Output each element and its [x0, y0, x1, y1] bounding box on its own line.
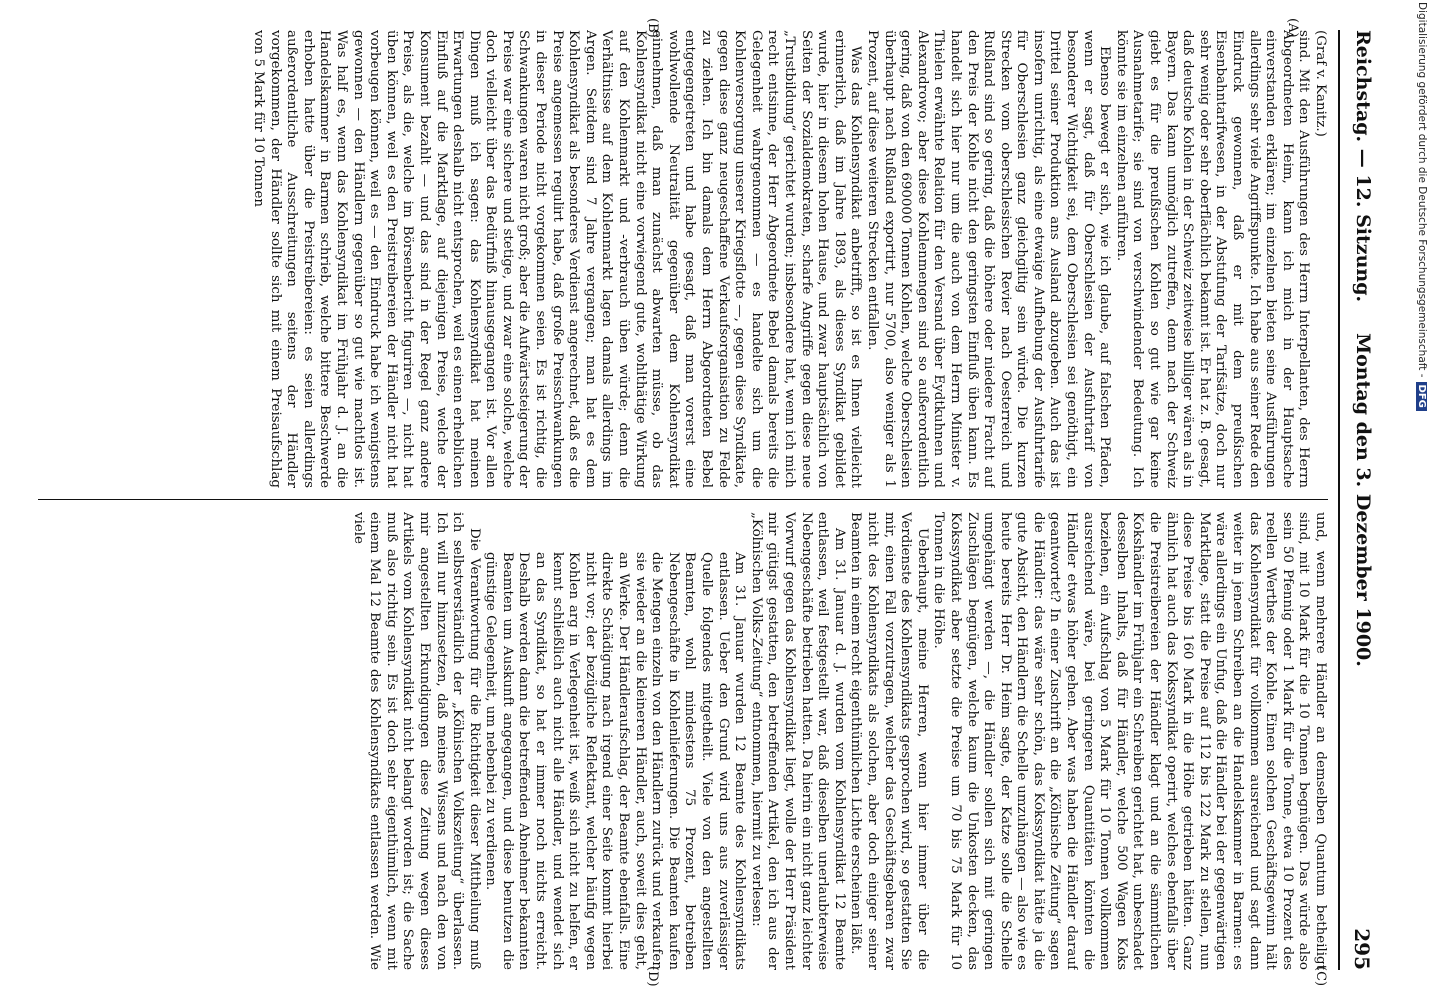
- right-column-paragraph: Am 31. Januar d. J. wurden vom Kohlensyndikat 12 Beamte entlassen, weil festgestellt war, daß dieselben unerlaubterweise Nebengeschäfte betrieben hatten. Da hierin ein nicht ganz leichter Vorwurf gegen das Kohlensyndikat liegt, wolle der Herr Präsident mir gütigst gestatten, den betreffenden Artikel, den ich aus der „Kölnischen Volks-Zeitung“ entnommen, hiermit zu verlesen:: [748, 512, 847, 970]
- right-column-paragraph: Ueberhaupt, meine Herren, wenn hier immer über die Verdienste des Kohlensyndikats gesprochen wird, so gestatten Sie mir, einen Fall vorzutragen, welcher das Geschäftsgebaren zwar nicht des Kohlensyndikats als solchen, aber doch einiger seiner Beamten in einem recht eigenthümlichen Lichte erscheinen läßt.: [848, 512, 930, 970]
- right-column-paragraph: Die Verantwortung für die Richtigkeit dieser Mittheilung muß ich selbstverständlich der „Kölnischen Volkszeitung“ überlassen. Ich will nur hinzusetzen, daß meines Wissens und nach den von mir angestellten Erkundigungen diese Zeitung wegen dieses Artikels vom Kohlensyndikat nicht belangt worden ist; die Sache muß also richtig sein. Es ist doch sehr eigenthümlich, wenn mit einem Mal 12 Beamte des Kohlensyndikats entlassen werden. Wie viele: [350, 512, 482, 970]
- margin-marker-c: (C): [1313, 966, 1328, 987]
- margin-marker-d: (D): [645, 966, 660, 987]
- margin-marker-b: (B): [645, 18, 660, 38]
- document-page: [20, 18, 1380, 987]
- left-column-paragraph: Was das Kohlensyndikat anbetrifft, so ist es Ihnen vielleicht erinnerlich, daß im Jahre 1893, als dieses Syndikat gebildet wurde, hier in diesem hohen Hause, und zwar hauptsächlich von Seiten der Sozialdemokraten, scharfe Angriffe gegen diese neue „Trustbildung“ gerichtet wurden; insbesondere hat, wenn ich mich recht entsinne, der Herr Abgeordnete Bebel damals bereits die Gelegenheit wahrgenommen — es handelte sich um die Kohlenversorgung unserer Kriegsflotte —, gegen diese Syndikate, gegen diese ganz neugeschaffene Verkaufsorganisation zu Felde zu ziehen. Ich bin damals dem Herrn Abgeordneten Bebel entgegengetreten und habe gesagt, daß man vorerst eine wohlwollende Neutralität gegenüber dem Kohlensyndikat einnehmen, daß man zunächst abwarten müsse, ob das Kohlensyndikat nicht eine vorwiegend gute, wohlthätige Wirkung auf den Kohlenmarkt und -verbrauch üben würde; denn die Verhältnisse auf dem Kohlenmarkt lagen damals allerdings im Argen. Seitdem sind 7 Jahre vergangen; man hat es dem Kohlensyndikat als besonderes Verdienst angerechnet, daß es die Preise angemessen regulirt habe, daß große Preisschwankungen in dieser Periode nicht vorgekommen seien. Es ist richtig, die Schwankungen waren nicht groß; aber die Aufwärtssteigerung der Preise war eine sichere und stetige, und zwar eine solche, welche doch vielleicht über das Bedürfniß hinausgegangen ist. Vor allen Dingen muß ich sagen: das Kohlensyndikat hat meinen Erwartungen deshalb nicht entsprochen, weil es einen erheblichen Einfluß auf die Marktlage, auf diejenigen Preise, welche der Konsument bezahlt — und das sind in der Regel ganz andere Preise, als die, welche im Börsenbericht figuriren —, nicht hat üben können, weil es den Preistreibereien der Händler nicht hat vorbeugen können, weil es — den Eindruck habe ich wenigstens gewonnen — den Händlern gegenüber so gut wie machtlos ist. Was half es, wenn das Kohlensyndikat im Frühjahr d. J. an die Handelskammer in Barmen schrieb, welche bittere Beschwerde erhoben hatte über die Preistreibereien: es seien allerdings außerordentliche Ausschreitungen seitens der Händler vorgekommen, der Händler sollte sich mit einem Preisaufschlag von 5 Mark für 10 Tonnen: [251, 30, 864, 488]
- right-column-paragraph: und, wenn mehrere Händler an demselben Quantum betheiligt sind, mit 10 Mark für die 10 Tonnen begnügen. Das würde also sein 50 Pfennig oder 1 Mark für die Tonne, etwa 10 Prozent des reellen Werthes der Kohle. Einen solchen Geschäftsgewinn hält das Kohlensyndikat für vollkommen ausreichend und sagt dann weiter in jenem Schreiben an die Handelskammer in Barmen: es wäre allerdings ein Unfug, daß die Händler bei der gegenwärtigen Marktlage, statt die Preise auf 112 bis 122 Mark zu stellen, nun diese Preise bis 160 Mark in die Höhe getrieben hätten. Ganz ähnlich hat auch das Kokssyndikat operirt, welches ebenfalls über die Preistreibereien der Händler klagt und an die sämmtlichen Kokshändler im Frühjahr ein Schreiben gerichtet hat, unbeschadet desselben Inhalts, daß für Händler, welche 500 Wagen Koks beziehen, ein Aufschlag von 5 Mark für 10 Tonnen vollkommen ausreichend wäre, bei geringeren Quantitäten könnten die Händler etwas höher gehen. Aber was haben die Händler darauf geantwortet? In einer Zuschrift an die „Kölnische Zeitung“ sagen die Händler: das wäre sehr schön, das Kokssyndikat hätte ja die gute Absicht, den Händlern die Schelle umzuhängen — also wie es heute bereits Herr Dr. Heim sagte, der Katze solle die Schelle umgehängt werden —, die Händler sollen sich mit geringen Zuschlägen begnügen, welche kaum die Unkosten decken, das Kokssyndikat aber setzte die Preise um 70 bis 75 Mark für 10 Tonnen in die Höhe.: [931, 512, 1328, 970]
- header-date: Montag den 3. Dezember 1900.: [1352, 333, 1374, 667]
- header-rule: [1338, 30, 1340, 970]
- dfg-badge: DFG: [1416, 382, 1427, 411]
- right-column-paragraph: Am 31. Januar wurden 12 Beamte des Kohlensyndikats entlassen. Ueber den Grund wird uns aus zuverlässiger Quelle folgendes mitgetheilt. Viele von den angestellten Beamten, wohl mindestens 75 Prozent, betreiben Nebengeschäfte in Kohlenlieferungen. Die Beamten kaufen die Mengen einzeln von den Händlern zurück und verkaufen sie wieder an die kleineren Händler, auch, soweit dies geht, an Werke. Der Händleraufschlag, der Beamte ebenfalls. Eine direkte Schädigung nach irgend einer Seite kommt hierbei nicht vor; der bezügliche Reflektant, welcher häufig wegen Kohlen arg in Verlegenheit ist, weiß sich nicht zu helfen, er kennt schließlich auch nicht alle Händler, und wendet sich an das Syndikat, so hat er immer noch nichts erreicht. Deshalb werden dann die betreffenden Abnehmer bekannten Beamten um Auskunft angegangen, und diese benutzen die günstige Gelegenheit, um nebenbei zu verdienen.: [483, 552, 748, 970]
- digitization-note: [1416, 2, 1428, 411]
- column-separator: [38, 499, 1328, 500]
- left-column: [38, 30, 1328, 488]
- margin-marker-a: (A): [1285, 18, 1300, 38]
- left-column-paragraph: sind. Mit den Ausführungen des Herrn Interpellanten, des Herrn Abgeordneten Heim, kann ich mich in der Hauptsache einverstanden erklären; im einzelnen bieten seine Ausführungen allerdings sehr viele Angriffspunkte. Ich habe aus seiner Rede den Eindruck gewonnen, daß er mit dem preußischen Eisenbahntarifwesen, in der Abstufung der Tarifsätze, doch nur sehr wenig oder sehr oberflächlich bekannt ist. Er hat z. B. gesagt, daß deutsche Kohlen in der Schweiz zeitweise billiger wären als in Bayern. Das kann unmöglich zutreffen, denn nach der Schweiz giebt es für die preußischen Kohlen so gut wie gar keine Ausnahmetarife; sie sind von verschwindender Bedeutung. Ich könnte sie im einzelnen anführen.: [1113, 30, 1312, 488]
- left-column-paragraph: Ebenso bewegt er sich, wie ich glaube, auf falschen Pfaden, wenn er sagt, daß für Oberschlesien der Ausfuhrtarif von besonderer Wichtigkeit sei, dem Oberschlesien sei genöthigt, ein Drittel seiner Produktion ans Ausland abzugeben. Auch das ist insofern unrichtig, als eine etwaige Aufhebung der Ausfuhrtarife für Oberschlesien ganz gleichgiltig sein würde. Die kurzen Strecken vom oberschlesischen Revier nach Oesterreich und Rußland sind so gering, daß die höhere oder niedere Fracht auf den Preis der Kohle nicht den geringsten Einfluß üben kann. Es handelt sich hier nur um die auch von dem Herrn Minister v. Thielen erwähnte Relation für den Versand über Eydtkuhnen und Alexandrowo; aber diese Kohlenmengen sind so außerordentlich gering, daß von den 690000 Tonnen Kohlen, welche Oberschlesien überhaupt nach Rußland exportirt, nur 5700, also weniger als 1 Prozent, auf diese weiteren Strecken entfallen.: [864, 30, 1113, 488]
- left-column-paragraph: (Graf v. Kanitz.): [1313, 30, 1328, 137]
- digitization-note-text: Digitalisierung gefördert durch die Deutsche Forschungsgemeinschaft -: [1416, 2, 1428, 378]
- page-header: [1344, 30, 1374, 970]
- page-number: 295: [1350, 928, 1374, 970]
- header-session: Reichstag. — 12. Sitzung.: [1352, 30, 1374, 303]
- right-column: [38, 512, 1328, 970]
